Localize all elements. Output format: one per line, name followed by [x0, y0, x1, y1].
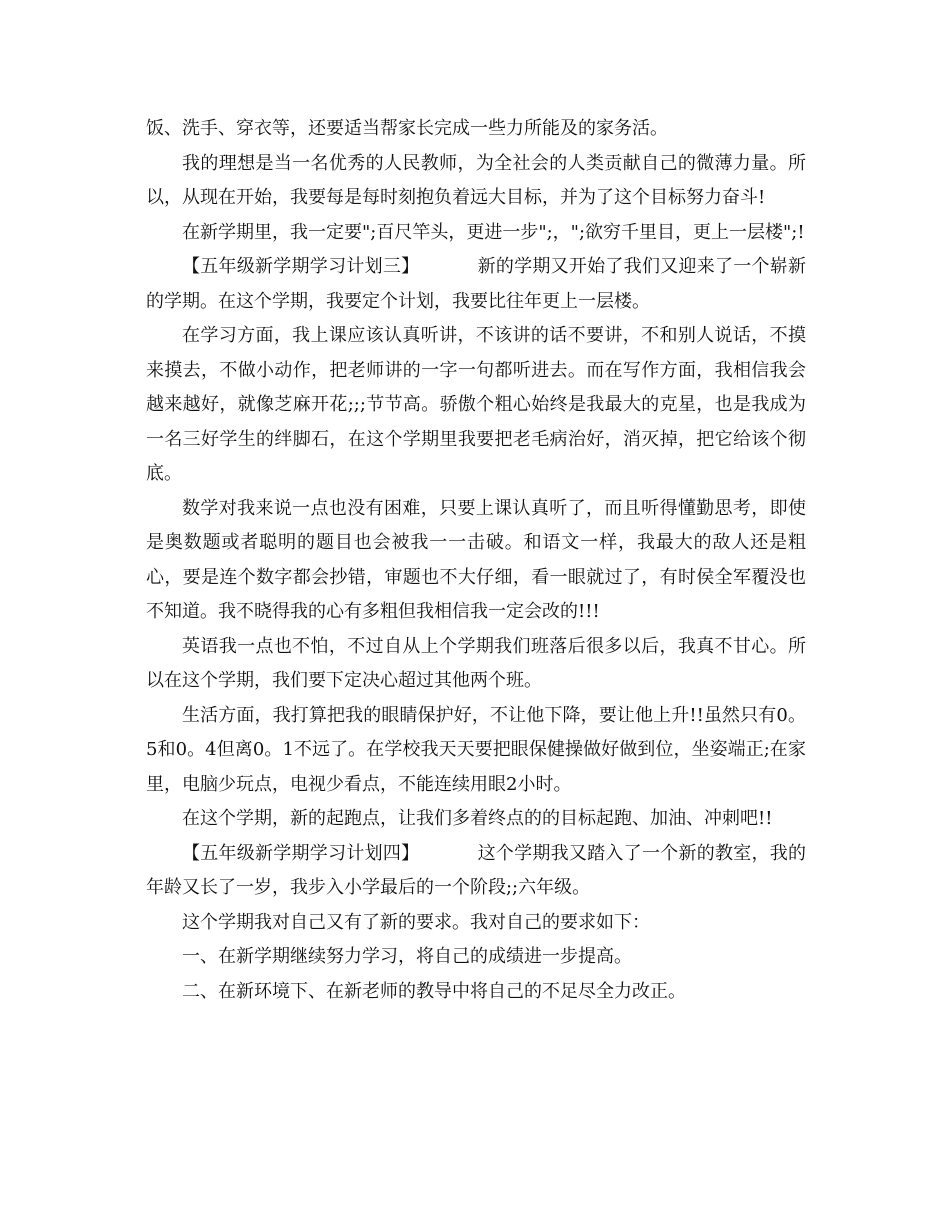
- paragraph: 数学对我来说一点也没有困难，只要上课认真听了，而且听得懂勤思考，即使是奥数题或者聪明的题目也会被我一一击破。和语文一样，我最大的敌人还是粗心，要是连个数字都会抄错，审题也不大仔细，看一眼就过了，有时侯全军覆没也不知道。我不晓得我的心有多粗但我相信我一定会改的!!!: [146, 497, 806, 622]
- document-page: [146, 112, 806, 1009]
- paragraph: 一、在新学期继续努力学习，将自己的成绩进一步提高。: [182, 946, 632, 967]
- paragraph: 在这个学期，新的起跑点，让我们多着终点的的目标起跑、加油、冲刺吧!!: [182, 808, 773, 829]
- paragraph: 英语我一点也不怕，不过自从上个学期我们班落后很多以后，我真不甘心。所以在这个学期，我们要下定决心超过其他两个班。: [146, 635, 806, 691]
- paragraph: 我的理想是当一名优秀的人民教师，为全社会的人类贡献自己的微薄力量。所以，从现在开始，我要每是每时刻抱负着远大目标，并为了这个目标努力奋斗!: [146, 152, 806, 208]
- paragraph-text: 这个学期我又踏入了一个新的教室，我的年龄又长了一岁，我步入小学最后的一个阶段;;六年级。: [146, 842, 807, 898]
- paragraph: 这个学期我对自己又有了新的要求。我对自己的要求如下：: [182, 911, 650, 933]
- paragraph: 生活方面，我打算把我的眼睛保护好，不让他下降，要让他上升!!虽然只有0。5和0。4但离0。1不远了。在学校我天天要把眼保健操做好做到位，坐姿端正;在家里，电脑少玩点，电视少看点，不能连续用眼2小时。: [146, 704, 806, 795]
- paragraph-text: 新的学期又开始了我们又迎来了一个崭新的学期。在这个学期，我要定个计划，我要比往年更上一层楼。: [146, 256, 807, 312]
- paragraph: 饭、洗手、穿衣等，还要适当帮家长完成一些力所能及的家务活。: [146, 118, 668, 139]
- section-heading: 【五年级新学期学习计划三】: [182, 256, 420, 277]
- paragraph: 在学习方面，我上课应该认真听讲，不该讲的话不要讲，不和别人说话，不摸来摸去，不做小动作，把老师讲的一字一句都听进去。而在写作方面，我相信我会越来越好，就像芝麻开花;;;节节高。骄傲个粗心始终是我最大的克星，也是我成为一名三好学生的绊脚石，在这个学期里我要把老毛病治好，消灭掉，把它给该个彻底。: [146, 325, 806, 484]
- paragraph-with-heading: [146, 837, 806, 906]
- paragraph-with-heading: [146, 250, 806, 319]
- section-heading: 【五年级新学期学习计划四】: [182, 842, 420, 864]
- paragraph: 二、在新环境下、在新老师的教导中将自己的不足尽全力改正。: [182, 980, 686, 1002]
- paragraph: 在新学期里，我一定要";百尺竿头，更进一步";，";欲穷千里目，更上一层楼";!: [182, 221, 805, 243]
